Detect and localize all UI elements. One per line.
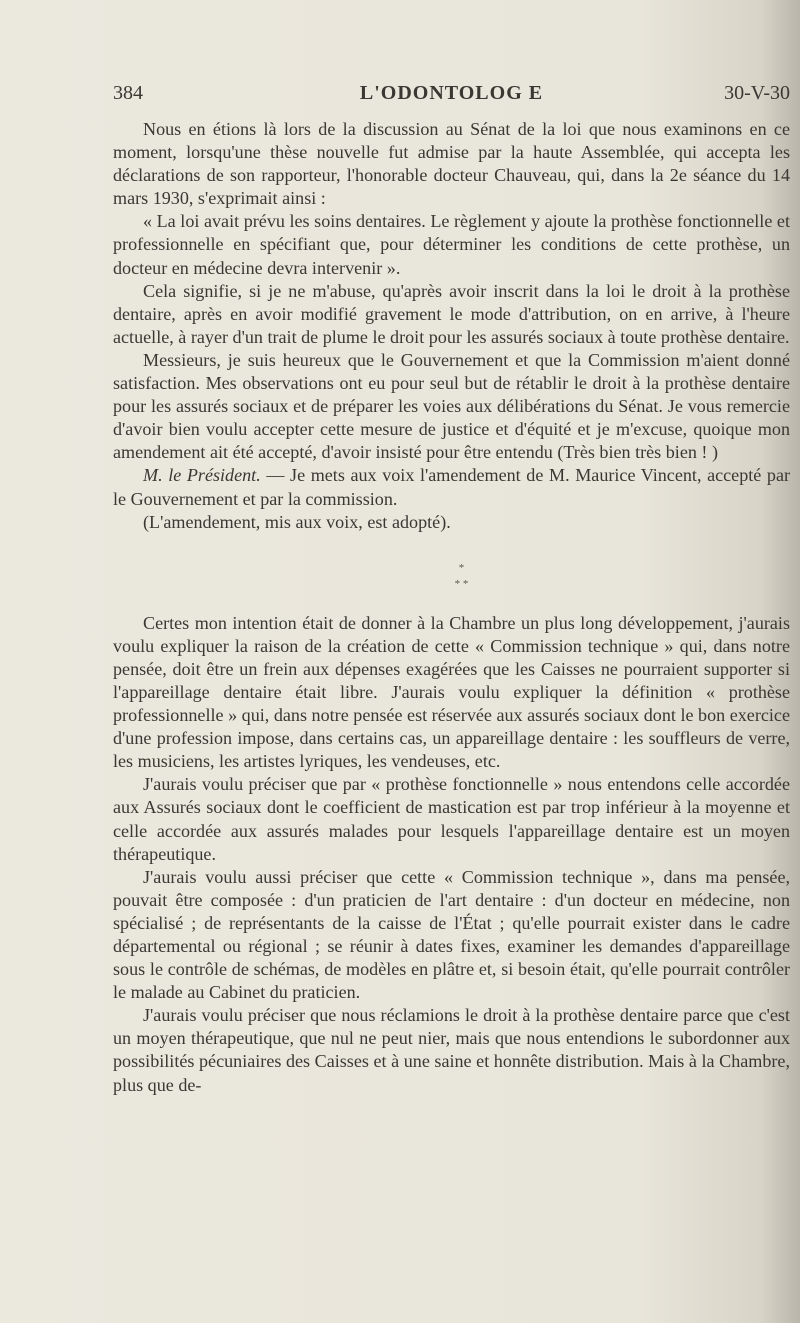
issue-date: 30-V-30 (724, 82, 790, 104)
vote-result: (L'amendement, mis aux voix, est adopté). (143, 511, 451, 532)
running-header (113, 82, 790, 112)
section-separator (113, 560, 790, 592)
page-number: 384 (113, 82, 143, 104)
speaker-name: M. le Président. (143, 465, 261, 486)
paragraph: Cela signifie, si je ne m'abuse, qu'après avoir inscrit dans la loi le droit à la prothèse dentaire, après en avoir modifié gravement le mode d'attribution, on en arrive, à l'heure actuelle, à rayer d'un trait de plume le droit pour les assurés sociaux à toute prothèse dentaire. (113, 280, 790, 347)
paragraph: J'aurais voulu préciser que par « prothèse fonctionnelle » nous entendons celle accordée aux Assurés sociaux dont le coefficient de mastication est par trop inférieur à la moyenne et celle accordée aux assurés malades pour lesquels l'appareillage dentaire est un moyen thérapeutique. (113, 774, 790, 864)
separator-bottom-stars: * * (454, 577, 469, 590)
paragraph: Nous en étions là lors de la discussion au Sénat de la loi que nous examinons en ce moment, lorsqu'une thèse nouvelle fut admise par la haute Assemblée, qui accepta les déclarations de son rapporteur, l'honorable docteur Chauveau, qui, dans la 2e séance du 14 mars 1930, s'exprimait ainsi : (113, 119, 790, 209)
paragraph: Messieurs, je suis heureux que le Gouvernement et que la Commission m'aient donné satisfaction. Mes observations ont eu pour seul but de rétablir le droit à la prothèse dentaire pour les assurés sociaux et de préparer les voies aux délibérations du Sénat. Je vous remercie d'avoir bien voulu accepter cette mesure de justice et d'équité et je m'excuse, quoique mon amendement ait été accepté, d'avoir insisté pour être entendu (Très bien très bien ! ) (113, 349, 790, 463)
journal-title: L'ODONTOLOG E (359, 82, 544, 104)
president-text: — Je mets aux voix l'amendement de M. Maurice Vincent, accepté par le Gouvernement et par la commission. (113, 465, 790, 509)
paragraph: « La loi avait prévu les soins dentaires. Le règlement y ajoute la prothèse fonctionnelle et professionnelle en spécifiant que, pour déterminer les conditions de cette prothèse, un docteur en médecine devra intervenir ». (113, 211, 790, 278)
president-statement (113, 464, 790, 510)
paragraph: J'aurais voulu aussi préciser que cette « Commission technique », dans ma pensée, pouvait être composée : d'un praticien de l'art dentaire : d'un docteur en médecine, non spécialisé ; de représentants de la caisse de l'État ; qu'elle pourrait exister dans le cadre départemental ou régional ; se réunir à dates fixes, examiner les demandes d'appareillage sous le contrôle de schémas, de modèles en plâtre et, si besoin était, qu'elle pourrait contrôler le malade au Cabinet du praticien. (113, 866, 790, 1003)
body-text (113, 118, 790, 1097)
separator-top-star: * (458, 561, 465, 574)
paragraph: Certes mon intention était de donner à la Chambre un plus long développement, j'aurais voulu expliquer la raison de la création de cette « Commission technique » qui, dans notre pensée, doit être un frein aux dépenses exagérées que les Caisses ne pourraient supporter si l'appareillage dentaire était libre. J'aurais voulu expliquer la définition « prothèse professionnelle » qui, dans notre pensée est réservée aux assurés sociaux dont le bon exercice d'une profession impose, dans certains cas, un appareillage dentaire : les souffleurs de verre, les musiciens, les artistes lyriques, les vendeuses, etc. (113, 612, 790, 772)
paragraph: J'aurais voulu préciser que nous réclamions le droit à la prothèse dentaire parce que c'est un moyen thérapeutique, que nul ne peut nier, mais que nous entendions le subordonner aux possibilités pécuniaires des Caisses et à une saine et honnête distribution. Mais à la Chambre, plus que de- (113, 1005, 790, 1095)
